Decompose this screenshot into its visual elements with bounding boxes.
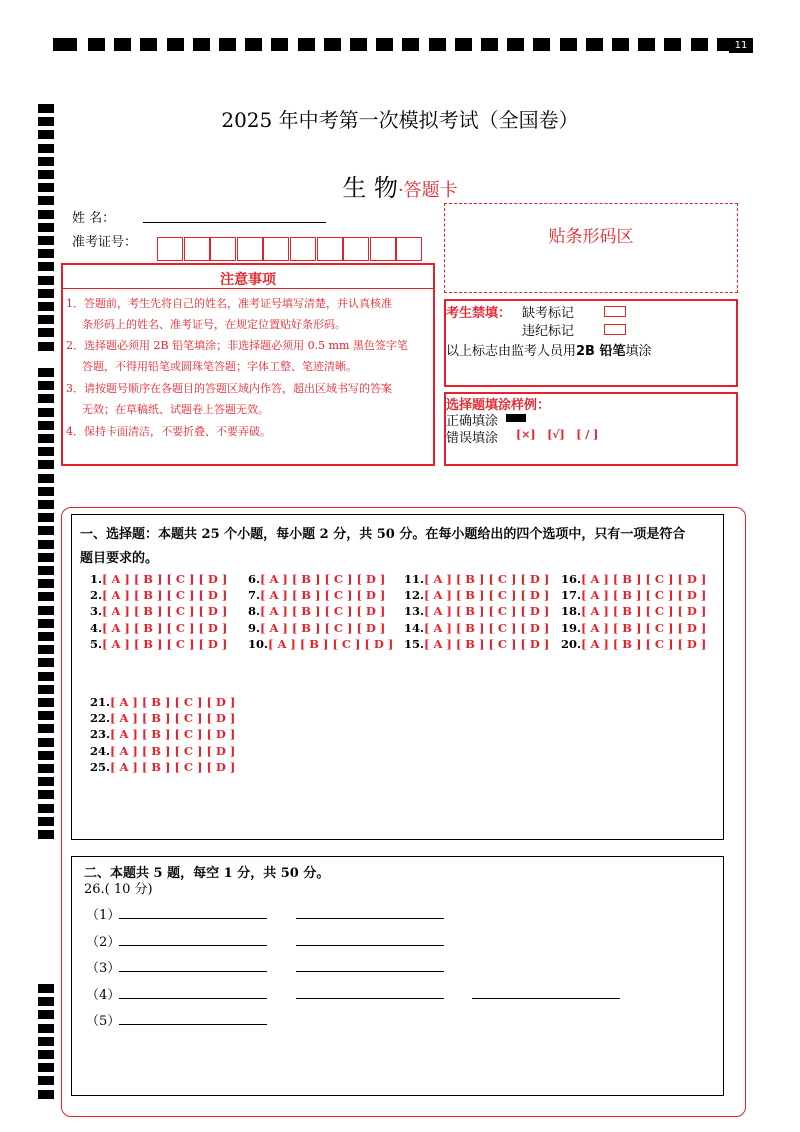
side-timing-mark <box>38 1076 54 1085</box>
forbidden-note-pre: 以上标志由监考人员用 <box>446 344 577 359</box>
side-timing-mark <box>38 249 54 258</box>
side-timing-mark <box>38 1050 54 1059</box>
answer-blank-line[interactable] <box>472 998 620 999</box>
answer-blank-line[interactable] <box>296 918 444 919</box>
question-number: 6. <box>248 572 261 586</box>
blank-label: （5） <box>86 1014 121 1029</box>
side-timing-mark <box>38 157 54 166</box>
forbidden-note <box>446 340 652 359</box>
id-digit-box[interactable] <box>263 237 289 261</box>
notice-line: 答题，不得用铅笔或圆珠笔答题；字体工整、笔迹清晰。 <box>82 360 357 373</box>
question-number: 5. <box>90 636 103 651</box>
answer-options[interactable]: [ A ] [ B ] [ C ] [ D ] <box>102 620 228 635</box>
side-timing-mark <box>38 394 54 403</box>
question-18[interactable] <box>561 604 706 618</box>
timing-mark <box>664 38 681 51</box>
timing-mark <box>298 38 315 51</box>
sample-title: 选择题填涂样例： <box>446 398 551 413</box>
id-digit-box[interactable] <box>237 237 263 261</box>
question-number: 11. <box>404 572 425 586</box>
timing-mark <box>350 38 367 51</box>
id-digit-box[interactable] <box>370 237 396 261</box>
side-timing-mark <box>38 645 54 654</box>
side-timing-mark <box>38 474 54 483</box>
timing-mark <box>376 38 393 51</box>
question-22[interactable] <box>90 711 235 725</box>
side-timing-mark <box>38 526 54 535</box>
question-number: 3. <box>90 604 103 619</box>
answer-options[interactable]: [ A ] [ B ] [ C ] [ D ] <box>424 572 550 586</box>
answer-blank-line[interactable] <box>119 971 267 972</box>
timing-mark <box>586 38 603 51</box>
timing-mark <box>114 38 131 51</box>
question-number: 18. <box>561 604 582 619</box>
violation-mark-box[interactable] <box>604 324 626 335</box>
question-number: 15. <box>404 636 425 651</box>
question-number: 16. <box>561 572 582 586</box>
timing-mark <box>402 38 419 51</box>
timing-mark <box>53 38 77 51</box>
timing-mark <box>455 38 472 51</box>
question-23[interactable] <box>90 727 235 741</box>
absent-mark-box[interactable] <box>604 306 626 317</box>
side-timing-mark <box>38 328 54 337</box>
forbidden-note-post: 填涂 <box>625 344 652 359</box>
question-7[interactable] <box>248 588 385 602</box>
answer-options[interactable]: [ A ] [ B ] [ C ] [ D ] <box>260 604 386 619</box>
side-timing-mark <box>38 711 54 720</box>
notice-line: 条形码上的姓名、准考证号，在规定位置贴好条形码。 <box>82 318 346 331</box>
section1-box <box>71 514 724 840</box>
side-timing-mark <box>38 790 54 799</box>
question-number: 24. <box>90 743 111 758</box>
id-digit-box[interactable] <box>343 237 369 261</box>
answer-options[interactable]: [ A ] [ B ] [ C ] [ D ] <box>260 572 386 586</box>
side-timing-mark <box>38 447 54 456</box>
side-timing-mark <box>38 738 54 747</box>
timing-mark <box>429 38 446 51</box>
id-label: 准考证号： <box>72 235 138 250</box>
correct-fill-sample <box>506 414 526 422</box>
wrong-fill-samples: [×] [√] [ / ] <box>516 428 599 441</box>
question-number: 23. <box>90 727 111 742</box>
side-timing-mark <box>38 540 54 549</box>
id-digit-box[interactable] <box>210 237 236 261</box>
question-6[interactable] <box>248 572 385 586</box>
side-timing-mark <box>38 342 54 351</box>
question-4[interactable] <box>90 621 227 635</box>
question-1[interactable] <box>90 572 227 586</box>
notice-title: 注意事项 <box>220 272 276 288</box>
question-15[interactable] <box>404 637 549 651</box>
answer-options[interactable]: [ A ] [ B ] [ C ] [ D ] <box>110 727 236 742</box>
timing-mark <box>691 38 708 51</box>
notice-line: 3．请按题号顺序在各题目的答题区域内作答，超出区域书写的答案 <box>66 382 392 395</box>
wrong-label: 错误填涂 <box>446 431 499 446</box>
side-timing-mark <box>38 460 54 469</box>
side-timing-mark <box>38 513 54 522</box>
question-number: 1. <box>90 572 103 586</box>
section1-header-line1: 一、选择题：本题共 25 个小题，每小题 2 分，共 50 分。在每小题给出的四个选项中，只有一项是符合 <box>80 527 686 542</box>
notice-line: 1．答题前，考生先将自己的姓名，准考证号填写清楚，并认真核准 <box>66 297 392 310</box>
violation-label: 违纪标记 <box>522 324 575 339</box>
answer-options[interactable]: [ A ] [ B ] [ C ] [ D ] <box>581 636 707 651</box>
absent-label: 缺考标记 <box>522 306 575 321</box>
exam-title: 2025 年中考第一次模拟考试（全国卷） <box>221 108 579 132</box>
timing-mark <box>560 38 577 51</box>
timing-mark <box>271 38 288 51</box>
side-timing-mark <box>38 830 54 839</box>
answer-options[interactable]: [ A ] [ B ] [ C ] [ D ] <box>260 620 386 635</box>
side-timing-mark <box>38 632 54 641</box>
side-timing-mark <box>38 1024 54 1033</box>
question-11[interactable] <box>404 572 549 586</box>
timing-mark <box>481 38 498 51</box>
question-number: 19. <box>561 620 582 635</box>
blank-label: （3） <box>86 961 121 976</box>
question-number: 8. <box>248 604 261 619</box>
timing-mark <box>533 38 550 51</box>
answer-options[interactable]: [ A ] [ B ] [ C ] [ D ] <box>424 588 550 603</box>
section2-box <box>71 856 724 1096</box>
side-timing-mark <box>38 817 54 826</box>
side-timing-mark <box>38 672 54 681</box>
answer-blank-line[interactable] <box>119 918 267 919</box>
question-number: 12. <box>404 588 425 603</box>
side-timing-mark <box>38 315 54 324</box>
question-number: 9. <box>248 620 261 635</box>
side-timing-mark <box>38 381 54 390</box>
question-number: 7. <box>248 588 261 603</box>
side-timing-mark <box>38 236 54 245</box>
side-timing-mark <box>38 276 54 285</box>
side-timing-mark <box>38 1010 54 1019</box>
side-timing-mark <box>38 302 54 311</box>
timing-mark <box>324 38 341 51</box>
side-timing-mark <box>38 606 54 615</box>
question-number: 25. <box>90 759 111 774</box>
name-field[interactable] <box>143 222 326 223</box>
blank-label: （2） <box>86 934 121 950</box>
answer-options[interactable]: [ A ] [ B ] [ C ] [ D ] <box>581 620 707 635</box>
timing-mark <box>88 38 105 51</box>
timing-mark <box>219 38 236 51</box>
question-25[interactable] <box>90 760 235 774</box>
question-20[interactable] <box>561 637 706 651</box>
question-26-label: 26.( 10 分) <box>84 882 153 897</box>
side-timing-mark <box>38 592 54 601</box>
question-8[interactable] <box>248 604 385 618</box>
answer-options[interactable]: [ A ] [ B ] [ C ] [ D ] <box>102 636 228 651</box>
timing-mark <box>140 38 157 51</box>
barcode-area <box>444 203 738 293</box>
question-2[interactable] <box>90 588 227 602</box>
answer-options[interactable]: [ A ] [ B ] [ C ] [ D ] <box>102 604 228 619</box>
question-9[interactable] <box>248 621 385 635</box>
answer-options[interactable]: [ A ] [ B ] [ C ] [ D ] <box>268 636 394 651</box>
answer-options[interactable]: [ A ] [ B ] [ C ] [ D ] <box>424 620 550 635</box>
answer-options[interactable]: [ A ] [ B ] [ C ] [ D ] <box>110 695 236 709</box>
question-13[interactable] <box>404 604 549 618</box>
question-3[interactable] <box>90 604 227 618</box>
question-24[interactable] <box>90 744 235 758</box>
question-19[interactable] <box>561 621 706 635</box>
section2-header: 二、本题共 5 题，每空 1 分，共 50 分。 <box>84 866 330 881</box>
question-number: 10. <box>248 636 269 651</box>
barcode-label: 贴条形码区 <box>548 227 634 247</box>
side-timing-mark <box>38 764 54 773</box>
id-digit-box[interactable] <box>317 237 343 261</box>
timing-mark <box>638 38 655 51</box>
side-timing-mark <box>38 566 54 575</box>
answer-card-label: ·答题卡 <box>397 180 458 201</box>
side-timing-mark <box>38 368 54 377</box>
id-digit-box[interactable] <box>290 237 316 261</box>
notice-line: 2．选择题必须用 2B 铅笔填涂；非选择题必须用 0.5 mm 黑色签字笔 <box>66 339 408 352</box>
question-12[interactable] <box>404 588 549 602</box>
notice-line: 4．保持卡面清洁，不要折叠、不要弄破。 <box>66 425 271 438</box>
question-number: 14. <box>404 620 425 635</box>
side-timing-mark <box>38 1063 54 1072</box>
blank-label: （1） <box>86 908 121 923</box>
side-timing-mark <box>38 408 54 417</box>
answer-options[interactable]: [ A ] [ B ] [ C ] [ D ] <box>110 711 236 726</box>
side-timing-mark <box>38 1090 54 1099</box>
answer-blank-line[interactable] <box>296 998 444 999</box>
side-timing-mark <box>38 777 54 786</box>
timing-mark <box>193 38 210 51</box>
question-17[interactable] <box>561 588 706 602</box>
side-timing-mark <box>38 984 54 993</box>
side-timing-mark <box>38 262 54 271</box>
question-14[interactable] <box>404 621 549 635</box>
answer-options[interactable]: [ A ] [ B ] [ C ] [ D ] <box>424 636 550 651</box>
question-number: 22. <box>90 711 111 726</box>
timing-mark <box>167 38 184 51</box>
timing-mark <box>612 38 629 51</box>
correct-label: 正确填涂 <box>446 414 499 429</box>
answer-options[interactable]: [ A ] [ B ] [ C ] [ D ] <box>102 588 228 603</box>
question-number: 2. <box>90 588 103 603</box>
timing-mark <box>507 38 524 51</box>
side-timing-mark <box>38 500 54 509</box>
id-digit-box[interactable] <box>157 237 183 261</box>
question-10[interactable] <box>248 637 393 651</box>
question-number: 21. <box>90 695 111 709</box>
answer-options[interactable]: [ A ] [ B ] [ C ] [ D ] <box>424 604 550 619</box>
answer-blank-line[interactable] <box>119 998 267 999</box>
answer-blank-line[interactable] <box>296 945 444 946</box>
subject-title <box>0 168 800 203</box>
answer-blank-line[interactable] <box>119 1024 267 1025</box>
side-timing-mark <box>38 487 54 496</box>
question-number: 4. <box>90 620 103 635</box>
side-timing-mark <box>38 223 54 232</box>
side-timing-mark <box>38 553 54 562</box>
id-digit-box[interactable] <box>184 237 210 261</box>
id-digit-box[interactable] <box>396 237 422 261</box>
timing-mark <box>245 38 262 51</box>
answer-blank-line[interactable] <box>296 971 444 972</box>
side-timing-mark <box>38 210 54 219</box>
question-number: 13. <box>404 604 425 619</box>
side-timing-mark <box>38 1037 54 1046</box>
subject-name: 生 物 <box>342 174 398 202</box>
section1-header-line2: 题目要求的。 <box>80 551 159 566</box>
question-16[interactable] <box>561 572 706 586</box>
side-timing-mark <box>38 579 54 588</box>
answer-blank-line[interactable] <box>119 945 267 946</box>
question-number: 20. <box>561 636 582 651</box>
blank-label: （4） <box>86 987 121 1003</box>
side-timing-mark <box>38 144 54 153</box>
answer-options[interactable]: [ A ] [ B ] [ C ] [ D ] <box>581 572 707 586</box>
name-label: 姓 名： <box>72 211 116 226</box>
question-5[interactable] <box>90 637 227 651</box>
question-21[interactable] <box>90 695 235 709</box>
side-timing-mark <box>38 434 54 443</box>
answer-options[interactable]: [ A ] [ B ] [ C ] [ D ] <box>110 759 236 774</box>
side-timing-mark <box>38 421 54 430</box>
notice-line: 无效；在草稿纸、试题卷上答题无效。 <box>82 403 269 416</box>
side-timing-mark <box>38 698 54 707</box>
answer-options[interactable]: [ A ] [ B ] [ C ] [ D ] <box>260 588 386 603</box>
side-timing-mark <box>38 997 54 1006</box>
forbidden-title: 考生禁填： <box>446 306 512 321</box>
question-number: 17. <box>561 588 582 603</box>
side-timing-mark <box>38 619 54 628</box>
answer-options[interactable]: [ A ] [ B ] [ C ] [ D ] <box>102 572 228 586</box>
side-timing-mark <box>38 658 54 667</box>
answer-options[interactable]: [ A ] [ B ] [ C ] [ D ] <box>110 743 236 758</box>
side-timing-mark <box>38 685 54 694</box>
side-timing-mark <box>38 804 54 813</box>
side-timing-mark <box>38 724 54 733</box>
answer-options[interactable]: [ A ] [ B ] [ C ] [ D ] <box>581 604 707 619</box>
forbidden-note-bold: 2B 铅笔 <box>576 344 626 359</box>
page-number: 11 <box>729 38 753 53</box>
answer-options[interactable]: [ A ] [ B ] [ C ] [ D ] <box>581 588 707 603</box>
side-timing-mark <box>38 751 54 760</box>
side-timing-mark <box>38 289 54 298</box>
